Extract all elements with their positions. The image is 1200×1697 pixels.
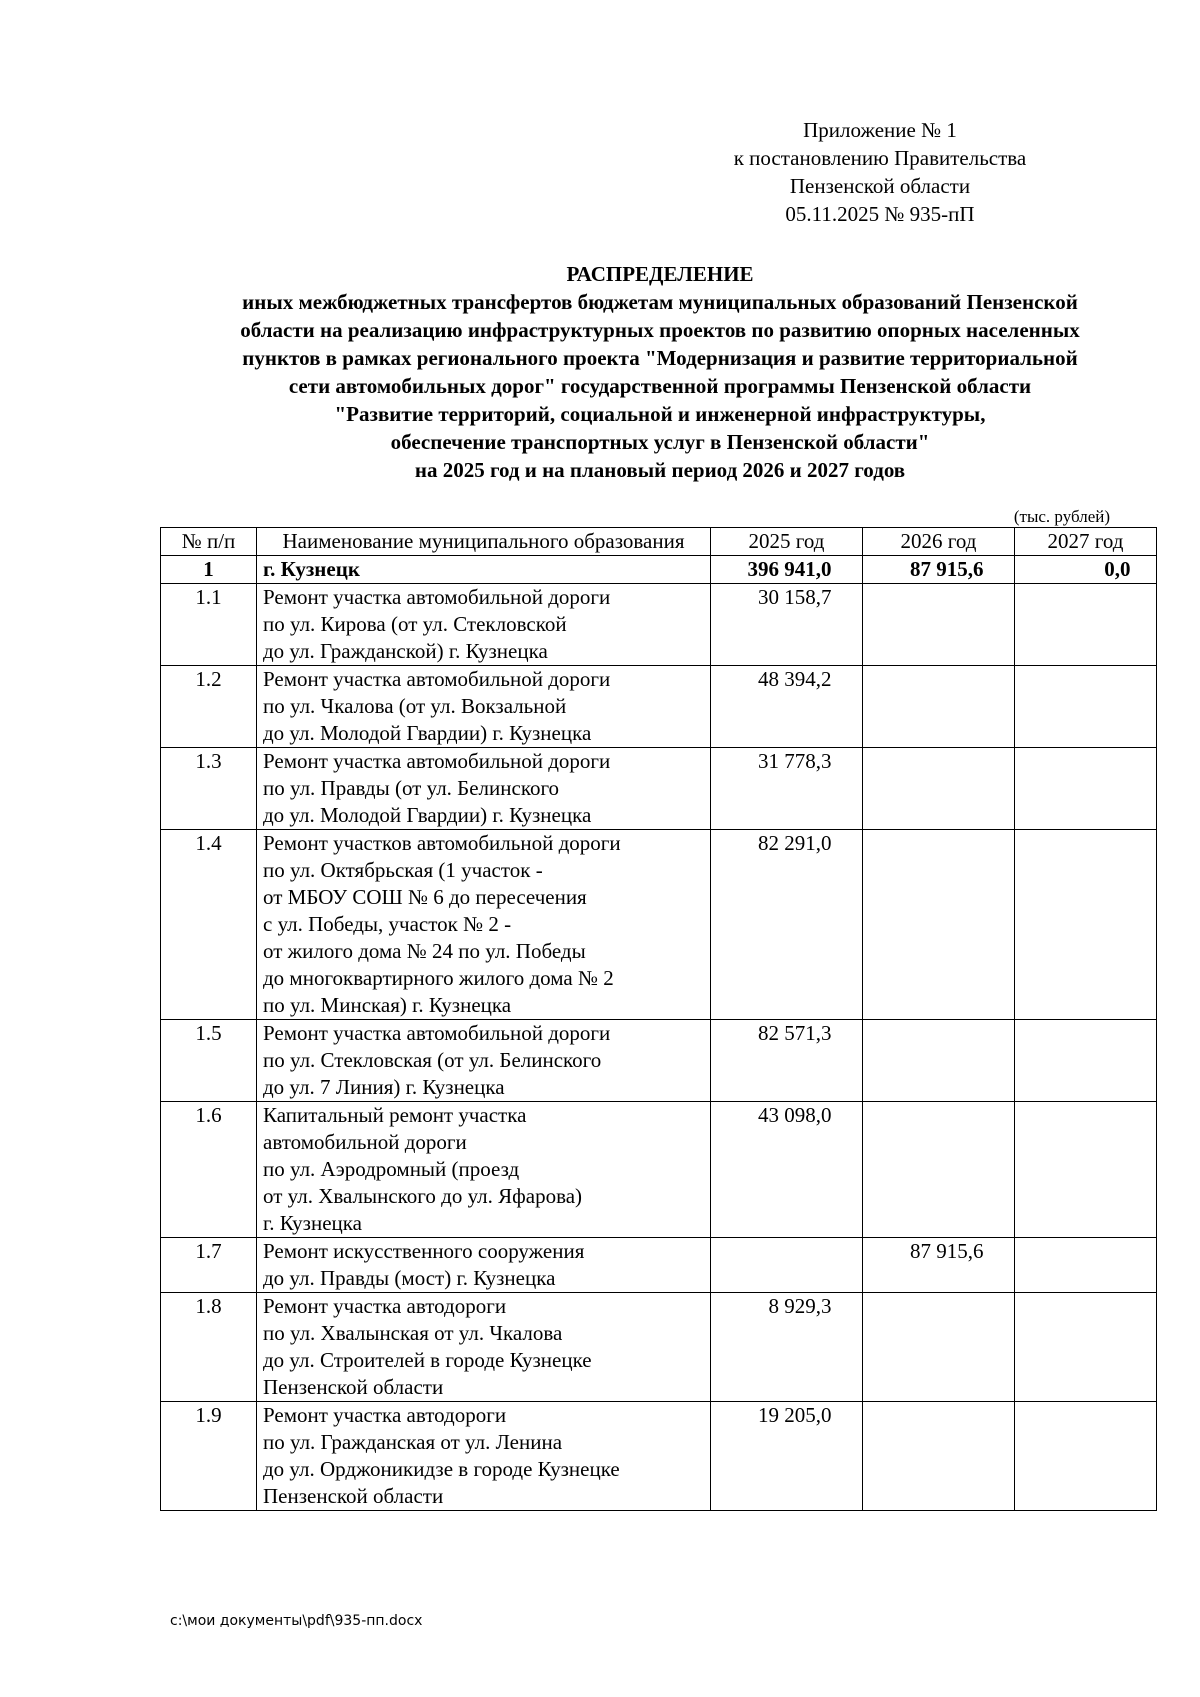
cell-num: 1.9 <box>161 1402 257 1511</box>
cell-name-line: по ул. Октябрьская (1 участок - <box>263 858 543 882</box>
cell-name-line: до ул. 7 Линия) г. Кузнецка <box>263 1075 505 1099</box>
table-row <box>161 584 1157 666</box>
title-line: "Развитие территорий, социальной и инженерной инфраструктуры, <box>334 402 986 426</box>
table-row <box>161 1020 1157 1102</box>
cell-name-line: по ул. Чкалова (от ул. Вокзальной <box>263 694 567 718</box>
table-row <box>161 748 1157 830</box>
cell-name-line: до многоквартирного жилого дома № 2 <box>263 966 614 990</box>
cell-name <box>257 1102 711 1238</box>
cell-num: 1.8 <box>161 1293 257 1402</box>
appendix-line: к постановлению Правительства <box>733 146 1027 170</box>
title-line: на 2025 год и на плановый период 2026 и 2027 годов <box>414 458 906 482</box>
cell-name-line: Ремонт искусственного сооружения <box>263 1239 585 1263</box>
cell-name-line: по ул. Хвалынская от ул. Чкалова <box>263 1321 563 1345</box>
cell-name-line: до ул. Молодой Гвардии) г. Кузнецка <box>263 803 592 827</box>
cell-name <box>257 666 711 748</box>
cell-name-line: по ул. Минская) г. Кузнецка <box>263 993 512 1017</box>
cell-name-line: от жилого дома № 24 по ул. Победы <box>263 939 586 963</box>
title-line: области на реализацию инфраструктурных проектов по развитию опорных населенных <box>240 318 1080 342</box>
cell-name <box>257 1402 711 1511</box>
cell-2025 <box>711 830 863 1020</box>
cell-2026 <box>863 1402 1015 1511</box>
cell-2025 <box>711 1102 863 1238</box>
cell-2025 <box>711 748 863 830</box>
value-2026: 87 915,6 <box>910 1239 984 1263</box>
cell-name <box>257 584 711 666</box>
cell-2025 <box>711 1402 863 1511</box>
cell-2026 <box>863 830 1015 1020</box>
title-line: пунктов в рамках регионального проекта "Модернизация и развитие территориальной <box>242 346 1078 370</box>
table-row <box>161 1293 1157 1402</box>
header-name: Наименование муниципального образования <box>257 528 711 556</box>
cell-2025 <box>711 666 863 748</box>
value-2025: 82 571,3 <box>758 1021 832 1045</box>
cell-num: 1 <box>161 556 257 584</box>
cell-2026 <box>863 666 1015 748</box>
cell-name-line: до ул. Орджоникидзе в городе Кузнецке <box>263 1457 620 1481</box>
cell-2025 <box>711 1238 863 1293</box>
cell-num: 1.2 <box>161 666 257 748</box>
distribution-table <box>160 527 1157 1511</box>
cell-2027 <box>1015 666 1157 748</box>
cell-2025 <box>711 1020 863 1102</box>
appendix-line: Приложение № 1 <box>803 118 957 142</box>
title-line: обеспечение транспортных услуг в Пензенской области" <box>390 430 930 454</box>
header-num: № п/п <box>161 528 257 556</box>
value-2025: 396 941,0 <box>747 557 832 581</box>
value-2025: 19 205,0 <box>758 1403 832 1427</box>
cell-name-line: до ул. Строителей в городе Кузнецке <box>263 1348 592 1372</box>
table-row <box>161 830 1157 1020</box>
table-row <box>161 666 1157 748</box>
cell-name-line: Пензенской области <box>263 1375 444 1399</box>
cell-2026 <box>863 584 1015 666</box>
cell-num: 1.7 <box>161 1238 257 1293</box>
value-2025: 30 158,7 <box>758 585 832 609</box>
cell-name-line: от МБОУ СОШ № 6 до пересечения <box>263 885 587 909</box>
table-row <box>161 1102 1157 1238</box>
cell-name <box>257 830 711 1020</box>
cell-name-line: Ремонт участка автомобильной дороги <box>263 1021 611 1045</box>
cell-name-line: по ул. Гражданская от ул. Ленина <box>263 1430 563 1454</box>
cell-num: 1.4 <box>161 830 257 1020</box>
cell-name <box>257 1293 711 1402</box>
cell-num: 1.3 <box>161 748 257 830</box>
cell-name <box>257 1020 711 1102</box>
cell-name-line: Пензенской области <box>263 1484 444 1508</box>
cell-2027 <box>1015 1020 1157 1102</box>
title-line: сети автомобильных дорог" государственной программы Пензенской области <box>288 374 1032 398</box>
cell-name: г. Кузнецк <box>257 556 711 584</box>
cell-2025 <box>711 556 863 584</box>
cell-num: 1.6 <box>161 1102 257 1238</box>
table-row-total <box>161 556 1157 584</box>
cell-2027 <box>1015 1238 1157 1293</box>
cell-2027 <box>1015 1102 1157 1238</box>
cell-2026 <box>863 556 1015 584</box>
cell-2026 <box>863 1102 1015 1238</box>
value-2025: 43 098,0 <box>758 1103 832 1127</box>
cell-name-line: Ремонт участка автомобильной дороги <box>263 585 611 609</box>
value-2026: 87 915,6 <box>910 557 984 581</box>
cell-name-line: Ремонт участка автодороги <box>263 1294 507 1318</box>
header-2025: 2025 год <box>711 528 863 556</box>
cell-name-line: Ремонт участка автомобильной дороги <box>263 667 611 691</box>
cell-name-line: с ул. Победы, участок № 2 - <box>263 912 512 936</box>
cell-2027 <box>1015 556 1157 584</box>
table-header-row <box>161 528 1157 556</box>
cell-name-line: Капитальный ремонт участка <box>263 1103 527 1127</box>
cell-2027 <box>1015 1402 1157 1511</box>
cell-name-line: до ул. Гражданской) г. Кузнецка <box>263 639 548 663</box>
cell-name-line: до ул. Правды (мост) г. Кузнецка <box>263 1266 556 1290</box>
title-line: иных межбюджетных трансфертов бюджетам муниципальных образований Пензенской <box>242 290 1078 314</box>
cell-name <box>257 1238 711 1293</box>
cell-2026 <box>863 1020 1015 1102</box>
cell-name-line: по ул. Правды (от ул. Белинского <box>263 776 560 800</box>
cell-2027 <box>1015 748 1157 830</box>
value-2027: 0,0 <box>1104 557 1131 581</box>
table-row <box>161 1402 1157 1511</box>
cell-name-line: Ремонт участка автодороги <box>263 1403 507 1427</box>
cell-2027 <box>1015 830 1157 1020</box>
cell-name-line: по ул. Аэродромный (проезд <box>263 1157 520 1181</box>
table-body <box>161 556 1157 1511</box>
value-2025: 48 394,2 <box>758 667 832 691</box>
units-note: (тыс. рублей) <box>1013 507 1110 526</box>
cell-2026 <box>863 1238 1015 1293</box>
cell-name <box>257 748 711 830</box>
cell-name-line: от ул. Хвалынского до ул. Яфарова) <box>263 1184 583 1208</box>
appendix-line: 05.11.2025 № 935-пП <box>785 202 975 226</box>
header-2027: 2027 год <box>1015 528 1157 556</box>
cell-name-line: по ул. Стекловская (от ул. Белинского <box>263 1048 602 1072</box>
table-row <box>161 1238 1157 1293</box>
cell-2025 <box>711 1293 863 1402</box>
cell-name-line: до ул. Молодой Гвардии) г. Кузнецка <box>263 721 592 745</box>
file-path-footer: c:\мои документы\pdf\935-пп.docx <box>170 1613 423 1629</box>
cell-name-line: Ремонт участка автомобильной дороги <box>263 749 611 773</box>
cell-num: 1.5 <box>161 1020 257 1102</box>
title-heading: РАСПРЕДЕЛЕНИЕ <box>566 262 754 286</box>
cell-2027 <box>1015 584 1157 666</box>
cell-name-line: г. Кузнецка <box>263 1211 362 1235</box>
cell-num: 1.1 <box>161 584 257 666</box>
cell-name-line: по ул. Кирова (от ул. Стекловской <box>263 612 567 636</box>
value-2025: 31 778,3 <box>758 749 832 773</box>
appendix-block <box>690 116 1070 228</box>
cell-2026 <box>863 1293 1015 1402</box>
value-2025: 82 291,0 <box>758 831 832 855</box>
cell-2026 <box>863 748 1015 830</box>
document-title <box>160 260 1160 484</box>
appendix-line: Пензенской области <box>789 174 971 198</box>
cell-2027 <box>1015 1293 1157 1402</box>
cell-name-line: Ремонт участков автомобильной дороги <box>263 831 621 855</box>
header-2026: 2026 год <box>863 528 1015 556</box>
value-2025: 8 929,3 <box>768 1294 832 1318</box>
cell-2025 <box>711 584 863 666</box>
cell-name-line: автомобильной дороги <box>263 1130 467 1154</box>
